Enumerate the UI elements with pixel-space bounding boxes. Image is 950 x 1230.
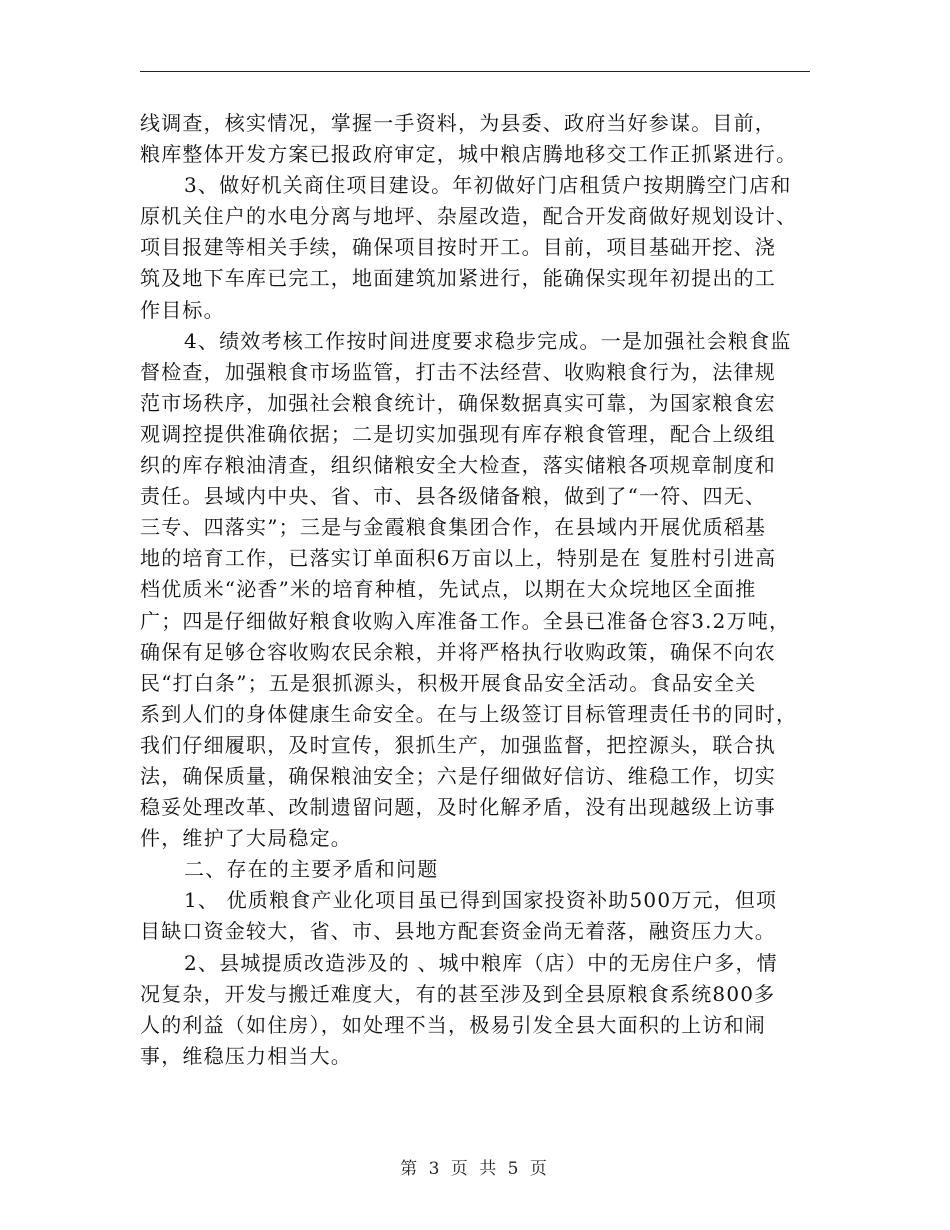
text-line: 筑及地下车库已完工，地面建筑加紧进行，能确保实现年初提出的工 [140,266,776,291]
text-line: 稳妥处理改革、改制遗留问题，及时化解矛盾，没有出现越级上访事 [140,795,776,820]
text-line: 法，确保质量，确保粮油安全；六是仔细做好信访、维稳工作，切实 [140,763,776,788]
text-line: 观调控提供准确依据；二是切实加强现有库存粮食管理，配合上级组 [140,421,776,446]
text-line: 我们仔细履职，及时宣传，狠抓生产，加强监督，把控源头，联合执 [140,732,776,757]
header-rule [140,71,810,72]
paragraph-start-line: 3、做好机关商住项目建设。年初做好门店租赁户按期腾空门店和 [184,173,792,198]
text-line: 民“打白条”；五是狠抓源头，积极开展食品安全活动。食品安全关 [140,670,757,695]
text-line: 范市场秩序，加强社会粮食统计，确保数据真实可靠，为国家粮食宏 [140,390,776,415]
text-line: 件，维护了大局稳定。 [140,826,352,851]
text-line: 地的培育工作，已落实订单面积6万亩以上，特别是在 复胜村引进高 [140,546,777,571]
text-line: 三专、四落实”；三是与金霞粮食集团合作，在县域内开展优质稻基 [140,515,767,540]
paragraph-start-line: 2、县城提质改造涉及的 、城中粮库（店）中的无房住户多，情 [184,950,778,975]
text-line: 确保有足够仓容收购农民余粮，并将严格执行收购政策，确保不向农 [140,639,776,664]
text-line: 档优质米“泌香”米的培育种植，先试点，以期在大众垸地区全面推 [140,577,757,602]
text-line: 织的库存粮油清查，组织储粮安全大检查，落实储粮各项规章制度和 [140,453,776,478]
text-line: 责任。县域内中央、省、市、县各级储备粮，做到了“一符、四无、 [140,484,767,509]
paragraph-start-line: 1、 优质粮食产业化项目虽已得到国家投资补助500万元，但项 [184,888,778,913]
text-line: 系到人们的身体健康生命安全。在与上级签订目标管理责任书的同时， [140,701,798,726]
paragraph-start-line: 4、绩效考核工作按时间进度要求稳步完成。一是加强社会粮食监 [184,328,792,353]
text-line: 况复杂，开发与搬迁难度大，有的甚至涉及到全县原粮食系统800多 [140,981,776,1006]
text-line: 线调查，核实情况，掌握一手资料，为县委、政府当好参谋。目前， [140,111,776,135]
text-line: 督检查，加强粮食市场监管，打击不法经营、收购粮食行为，法律规 [140,359,776,384]
text-line: 人的利益（如住房），如处理不当，极易引发全县大面积的上访和闹 [140,1012,766,1037]
page-number-footer: 第 3 页 共 5 页 [400,1159,550,1179]
text-line: 事，维稳压力相当大。 [140,1043,352,1068]
text-line: 作目标。 [140,297,225,322]
text-line: 目缺口资金较大，省、市、县地方配套资金尚无着落，融资压力大。 [140,919,776,944]
section-heading: 二、存在的主要矛盾和问题 [184,857,439,882]
document-body [140,108,812,1072]
text-line: 广；四是仔细做好粮食收购入库准备工作。全县已准备仓容3.2万吨， [140,608,791,633]
text-line: 原机关住户的水电分离与地坪、杂屋改造，配合开发商做好规划设计、 [140,204,798,229]
text-line: 项目报建等相关手续，确保项目按时开工。目前，项目基础开挖、浇 [140,235,776,260]
text-line: 粮库整体开发方案已报政府审定，城中粮店腾地移交工作正抓紧进行。 [140,142,798,167]
